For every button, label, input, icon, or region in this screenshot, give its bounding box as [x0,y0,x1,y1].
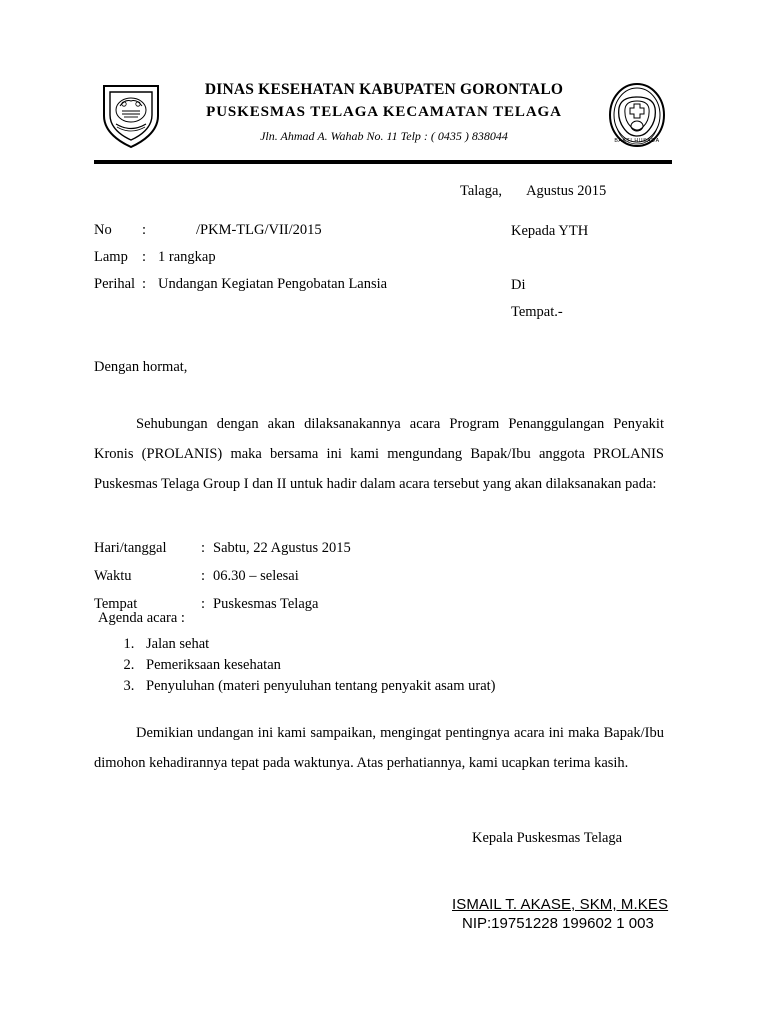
detail-date-value: Sabtu, 22 Agustus 2015 [213,540,351,556]
agenda-item: 2. Pemeriksaan kesehatan [138,655,496,676]
recipient-line-3: Tempat.- [511,304,563,320]
reference-block [94,217,387,298]
signature-title: Kepala Puskesmas Telaga [472,830,623,846]
date-line [460,183,606,200]
reference-lamp-colon: : [142,249,147,265]
closing-paragraph: Demikian undangan ini kami sampaikan, mengingat pentingnya acara ini maka Bapak/Ibu dimohon kehadirannya tepat pada waktunya. Atas perhatiannya, kami ucapkan terima kasih. [94,725,664,771]
reference-perihal-colon: : [142,276,147,292]
recipient-line-2: Di [511,277,526,293]
letterhead [94,78,674,154]
reference-lamp-label: Lamp [94,249,128,265]
reference-perihal-label: Perihal [94,276,136,292]
recipient-line-1: Kepada YTH [511,223,589,239]
date-city: Talaga, [460,183,503,199]
recipient-block [511,218,588,326]
letterhead-divider-rule [94,160,672,164]
signatory-name: ISMAIL T. AKASE, SKM, M.KES [452,896,669,913]
reference-no-colon: : [142,222,147,238]
reference-no-value: /PKM-TLG/VII/2015 [196,222,322,238]
gorontalo-regency-crest-logo [98,80,164,150]
reference-row-perihal [94,271,387,298]
detail-row-date [94,534,351,562]
bakti-husada-health-ministry-logo [604,80,670,150]
letterhead-text [174,78,594,147]
detail-time-colon: : [201,568,206,584]
detail-place-value: Puskesmas Telaga [213,596,319,612]
letterhead-line-2: PUSKESMAS TELAGA KECAMATAN TELAGA [206,104,562,120]
agenda-item: 3. Penyuluhan (materi penyuluhan tentang penyakit asam urat) [138,676,496,697]
detail-place-label: Tempat [94,596,138,612]
reference-no-label: No [94,222,112,238]
reference-perihal-value: Undangan Kegiatan Pengobatan Lansia [158,276,388,292]
agenda-title: Agenda acara : [98,610,185,626]
detail-row-time [94,562,351,590]
recipient-spacer [511,245,588,272]
detail-place-colon: : [201,596,206,612]
event-details-block [94,534,351,618]
detail-date-label: Hari/tanggal [94,540,167,556]
letterhead-address: Jln. Ahmad A. Wahab No. 11 Telp : ( 0435 ) 838044 [260,129,508,143]
salutation: Dengan hormat, [94,359,188,375]
reference-row-no [94,217,387,244]
detail-time-label: Waktu [94,568,132,584]
agenda-item: 1. Jalan sehat [138,634,496,655]
reference-lamp-value: 1 rangkap [158,249,216,265]
reference-row-lamp [94,244,387,271]
bakti-husada-label: BAKTI HUSADA [614,138,660,144]
agenda-list [98,634,496,697]
body-paragraph: Sehubungan dengan akan dilaksanakannya acara Program Penanggulangan Penyakit Kronis (PROLANIS) maka bersama ini kami mengundang Bapak/Ibu anggota PROLANIS Puskesmas Telaga Group I dan II untuk hadir dalam acara tersebut yang akan dilaksanakan pada: [94,416,664,492]
detail-date-colon: : [201,540,206,556]
detail-time-value: 06.30 – selesai [213,568,299,584]
letterhead-line-1: DINAS KESEHATAN KABUPATEN GORONTALO [204,81,564,98]
signatory-nip: NIP:19751228 199602 1 003 [462,915,654,932]
date-value: Agustus 2015 [526,183,607,199]
